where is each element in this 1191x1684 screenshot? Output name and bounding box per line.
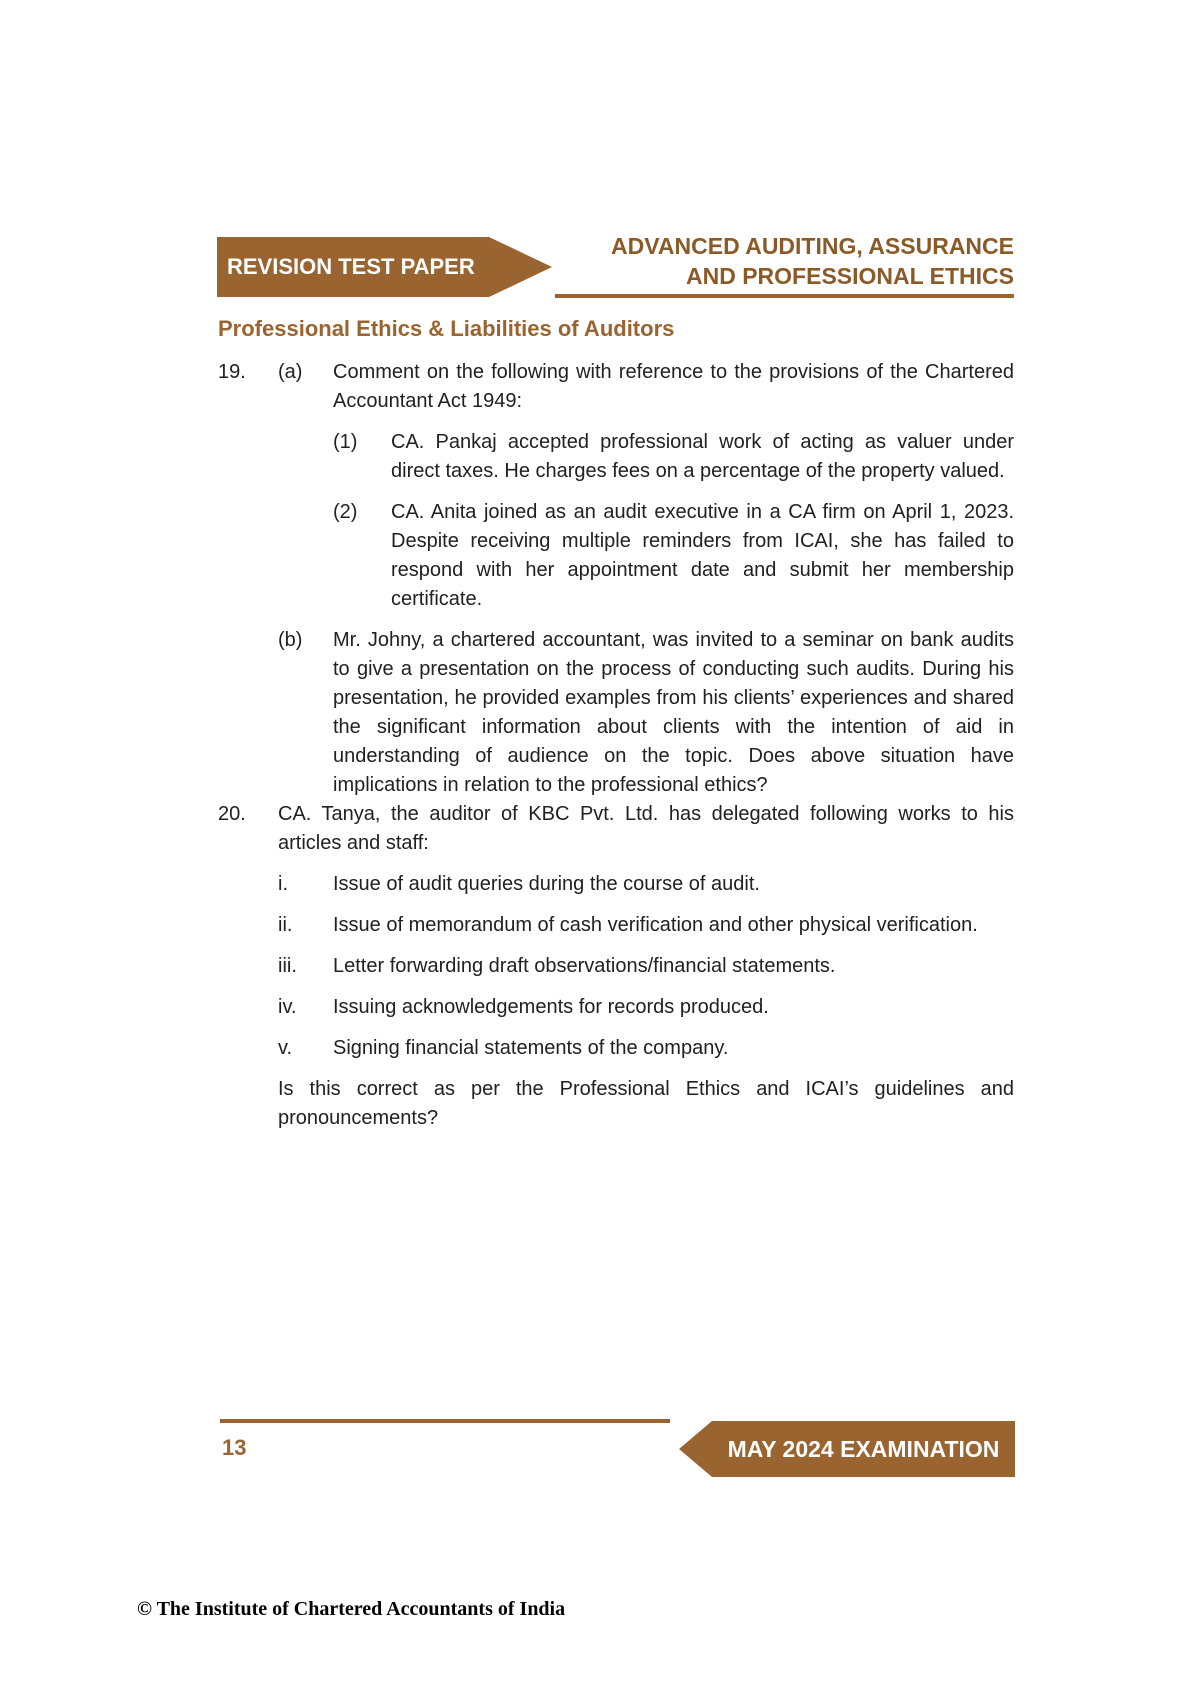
list-item-ii-text: Issue of memorandum of cash verification and other physical verification.: [333, 914, 978, 936]
list-item-v: [278, 1034, 1014, 1063]
list-item-i-label: i.: [278, 873, 288, 895]
question-19-part-b: [278, 626, 1014, 800]
list-item-i: [278, 870, 1014, 899]
list-item-ii: [278, 911, 1014, 940]
part-b-label: (b): [278, 629, 303, 651]
revision-test-paper-banner: [217, 237, 489, 297]
subject-line-2: AND PROFESSIONAL ETHICS: [686, 263, 1014, 289]
section-heading: Professional Ethics & Liabilities of Auditors: [218, 316, 675, 341]
page-number: 13: [222, 1435, 247, 1460]
list-item-iii-label: iii.: [278, 955, 297, 977]
question-19-part-a: [278, 358, 1014, 626]
list-item-iv-label: iv.: [278, 996, 297, 1018]
list-item-iv: [278, 993, 1014, 1022]
subject-line-1: ADVANCED AUDITING, ASSURANCE: [611, 233, 1014, 259]
question-20-outro: Is this correct as per the Professional Ethics and ICAI’s guidelines and pronouncements?: [278, 1078, 1014, 1129]
list-item-iii: [278, 952, 1014, 981]
question-20: [218, 800, 1014, 1133]
part-a-label: (a): [278, 361, 303, 383]
list-item-v-text: Signing financial statements of the company.: [333, 1037, 729, 1059]
list-item-i-text: Issue of audit queries during the course of audit.: [333, 873, 760, 895]
exam-banner-arrow-icon: [679, 1421, 712, 1477]
copyright-notice: © The Institute of Chartered Accountants of India: [137, 1598, 566, 1620]
header-rule: [555, 294, 1014, 298]
page-body: [218, 316, 1014, 1133]
item-2-label: (2): [333, 501, 358, 523]
list-item-v-label: v.: [278, 1037, 293, 1059]
question-20-intro: CA. Tanya, the auditor of KBC Pvt. Ltd. has delegated following works to his articles and staff:: [278, 803, 1014, 854]
exam-banner: [712, 1421, 1015, 1477]
part-a-intro: Comment on the following with reference to the provisions of the Chartered Accountant Act 1949:: [333, 361, 1014, 412]
question-19-number: 19.: [218, 361, 246, 383]
list-item-ii-label: ii.: [278, 914, 293, 936]
part-a-item-2: [333, 498, 1014, 614]
footer-rule: [220, 1419, 670, 1423]
part-a-item-1: [333, 428, 1014, 486]
part-b-text: Mr. Johny, a chartered accountant, was invited to a seminar on bank audits to give a presentation on the process of conducting such audits. During his presentation, he provided examples from his clients’ experiences and shared the significant information about clients with the intention of aid in understanding of audience on the topic. Does above situation have implications in relation to the professional ethics?: [333, 629, 1014, 796]
item-1-text: CA. Pankaj accepted professional work of acting as valuer under direct taxes. He charges fees on a percentage of the property valued.: [391, 431, 1014, 482]
list-item-iv-text: Issuing acknowledgements for records produced.: [333, 996, 769, 1018]
list-item-iii-text: Letter forwarding draft observations/financial statements.: [333, 955, 836, 977]
question-20-number: 20.: [218, 803, 246, 825]
revision-test-paper-label: REVISION TEST PAPER: [227, 254, 475, 279]
item-1-label: (1): [333, 431, 358, 453]
banner-arrow-icon: [489, 237, 552, 297]
item-2-text: CA. Anita joined as an audit executive in a CA firm on April 1, 2023. Despite receiving multiple reminders from ICAI, she has failed to respond with her appointment date and submit her membership certificate.: [391, 501, 1014, 610]
question-19: [218, 358, 1014, 800]
subject-title: [611, 231, 1014, 291]
exam-banner-label: MAY 2024 EXAMINATION: [727, 1436, 1000, 1462]
